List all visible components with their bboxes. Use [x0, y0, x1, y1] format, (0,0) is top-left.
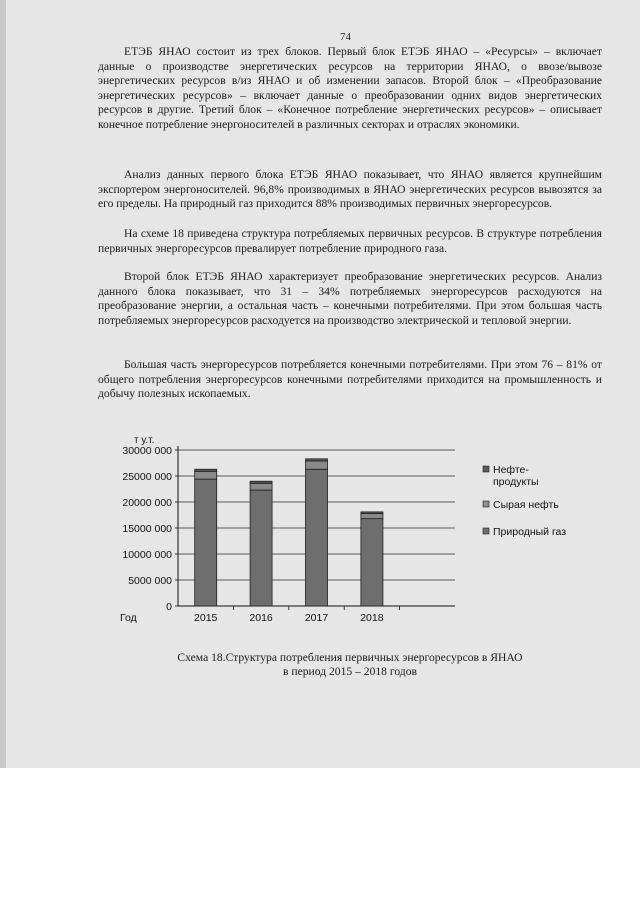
bar-segment: [306, 461, 328, 469]
y-tick-label: 10000 000: [122, 549, 172, 561]
legend-label: продукты: [493, 476, 539, 488]
bar-segment: [361, 513, 383, 518]
y-tick-label: 30000 000: [122, 445, 172, 457]
chart-caption-line1: Схема 18.Структура потребления первичных энергоресурсов в ЯНАО: [177, 651, 523, 664]
legend-label: Нефте-: [493, 464, 529, 476]
scan-edge: [0, 0, 6, 768]
y-tick-label: 15000 000: [122, 523, 172, 535]
bar-segment: [195, 471, 217, 479]
legend-swatch: [483, 528, 489, 534]
bar-segment: [195, 469, 217, 471]
consumption-chart: [120, 430, 590, 625]
y-tick-label: 5000 000: [128, 575, 172, 587]
paragraph-4: Второй блок ЕТЭБ ЯНАО характеризует преобразование энергетических ресурсов. Анализ данного блока показывает, что 31 – 34% потребляемых энергоресурсов расходуются на преобразование энергии, а остальная часть – конечными потребителями. При этом большая часть потребляемых энергоресурсов расходуется на производство электрической и тепловой энергии.: [98, 270, 602, 327]
bar-segment: [361, 512, 383, 514]
y-tick-label: 0: [166, 601, 172, 613]
legend-swatch: [483, 501, 489, 507]
x-tick-label: 2016: [249, 612, 273, 624]
bar-segment: [195, 479, 217, 606]
paragraph-1: ЕТЭБ ЯНАО состоит из трех блоков. Первый блок ЕТЭБ ЯНАО – «Ресурсы» – включает данные о производстве энергетических ресурсов на территории ЯНАО, о ввозе/вывозе энергетических ресурсов в/из ЯНАО и об изменении запасов. Второй блок – «Преобразование энергетических ресурсов» – включает данные о преобразовании одних видов энергетических ресурсов в другие. Третий блок – «Конечное потребление энергетических ресурсов» – описывает конечное потребление энергоносителей в различных секторах и отраслях экономики.: [98, 45, 602, 131]
bar-segment: [250, 490, 272, 606]
bar-segment: [250, 481, 272, 483]
x-axis-label: Год: [120, 612, 137, 624]
y-tick-label: 25000 000: [122, 471, 172, 483]
paragraph-2: Анализ данных первого блока ЕТЭБ ЯНАО показывает, что ЯНАО является крупнейшим экспортером энергоносителей. 96,8% производимых в ЯНАО энергетических ресурсов вывозятся за его пределы. На природный газ приходится 88% производимых первичных энергоресурсов.: [98, 168, 602, 211]
legend-swatch: [483, 466, 489, 472]
chart-caption-line2: в период 2015 – 2018 годов: [283, 665, 417, 678]
legend-label: Природный газ: [493, 526, 567, 538]
bar-segment: [361, 519, 383, 606]
legend-label: Сырая нефть: [493, 499, 559, 511]
bar-segment: [250, 483, 272, 490]
x-tick-label: 2015: [194, 612, 218, 624]
bar-segment: [306, 469, 328, 606]
x-tick-label: 2018: [360, 612, 384, 624]
bar-segment: [306, 459, 328, 461]
x-tick-label: 2017: [304, 612, 329, 624]
paragraph-3: На схеме 18 приведена структура потребляемых первичных ресурсов. В структуре потребления первичных энергоресурсов превалирует потребление природного газа.: [98, 227, 602, 255]
y-axis-label: т у.т.: [134, 435, 155, 446]
paragraph-5: Большая часть энергоресурсов потребляется конечными потребителями. При этом 76 – 81% от общего потребления энергоресурсов конечными потребителями приходится на промышленность и добычу полезных ископаемых.: [98, 358, 602, 401]
page-number: 74: [340, 31, 351, 43]
y-tick-label: 20000 000: [122, 497, 172, 509]
